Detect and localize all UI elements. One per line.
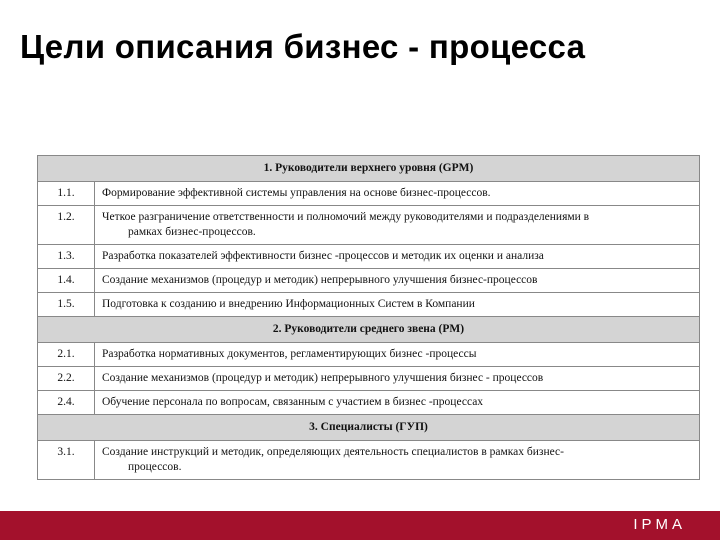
table-row: [38, 206, 700, 245]
goals-table: [37, 155, 700, 480]
row-text-continuation: рамках бизнес-процессов.: [128, 226, 256, 238]
row-number: 3.1.: [38, 441, 95, 480]
table-row: [38, 269, 700, 293]
row-text: [95, 245, 700, 269]
page-title: Цели описания бизнес - процесса: [20, 28, 586, 65]
row-text-line: Разработка показателей эффективности бизнес -процессов и методик их оценки и анализа: [102, 250, 544, 262]
table-row: [38, 245, 700, 269]
table-row: [38, 293, 700, 317]
row-text: [95, 206, 700, 245]
row-text-continuation: процессов.: [128, 461, 182, 473]
row-number: 1.5.: [38, 293, 95, 317]
row-number: 1.3.: [38, 245, 95, 269]
row-text-line: Четкое разграничение ответственности и полномочий между руководителями и подразделениями в: [102, 211, 590, 223]
ipma-logo: IPMA: [633, 516, 686, 533]
row-text-line: Подготовка к созданию и внедрению Информационных Систем в Компании: [102, 298, 475, 310]
row-text-line: Создание механизмов (процедур и методик) непрерывного улучшения бизнес - процессов: [102, 372, 544, 384]
section-header-row: [38, 156, 700, 182]
table-row: [38, 367, 700, 391]
section-heading: 2. Руководители среднего звена (PM): [38, 317, 700, 343]
row-text-line: Создание инструкций и методик, определяющих деятельность специалистов в рамках бизнес-: [102, 446, 564, 458]
row-number: 2.2.: [38, 367, 95, 391]
table-row: [38, 391, 700, 415]
section-header-row: [38, 317, 700, 343]
row-text: [95, 391, 700, 415]
row-text: [95, 293, 700, 317]
row-text: [95, 269, 700, 293]
row-text: [95, 343, 700, 367]
section-header-row: [38, 415, 700, 441]
footer-bar: [0, 511, 720, 540]
section-heading: 3. Специалисты (ГУП): [38, 415, 700, 441]
row-number: 1.4.: [38, 269, 95, 293]
row-text: [95, 367, 700, 391]
row-text: [95, 441, 700, 480]
table-row: [38, 441, 700, 480]
row-text-line: Создание механизмов (процедур и методик) непрерывного улучшения бизнес-процессов: [102, 274, 538, 286]
section-heading: 1. Руководители верхнего уровня (GPM): [38, 156, 700, 182]
row-number: 2.4.: [38, 391, 95, 415]
row-number: 2.1.: [38, 343, 95, 367]
table-row: [38, 182, 700, 206]
row-number: 1.1.: [38, 182, 95, 206]
row-text-line: Обучение персонала по вопросам, связанным с участием в бизнес -процессах: [102, 396, 484, 408]
table-row: [38, 343, 700, 367]
row-text: [95, 182, 700, 206]
row-text-line: Формирование эффективной системы управления на основе бизнес-процессов.: [102, 187, 491, 199]
row-number: 1.2.: [38, 206, 95, 245]
row-text-line: Разработка нормативных документов, регламентирующих бизнес -процессы: [102, 348, 477, 360]
